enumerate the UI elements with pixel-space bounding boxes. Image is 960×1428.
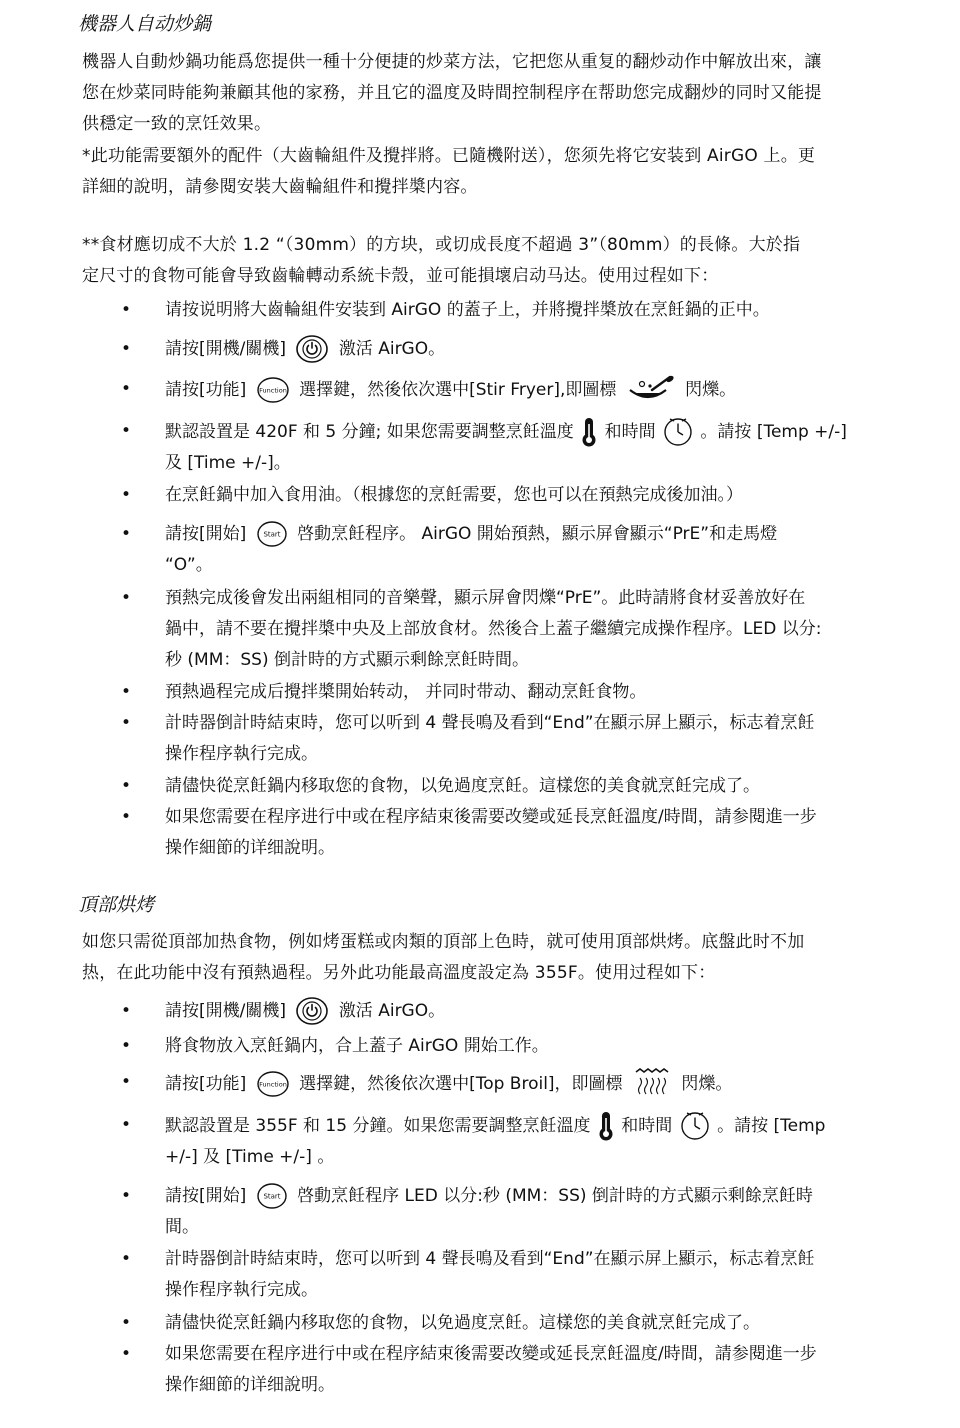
- function-icon-label: Function: [258, 1080, 287, 1089]
- bullet: •: [120, 421, 132, 441]
- step-text: [165, 416, 880, 479]
- step-text: [165, 334, 880, 365]
- bullet: •: [120, 807, 132, 827]
- bullet: •: [120, 1036, 132, 1056]
- step-text-part: 操作細節的详细說明。: [165, 1375, 335, 1395]
- power-button-icon: [295, 996, 329, 1026]
- step-text-part: 啓動烹飪程序。 AirGO 開始預熱，顯示屏會顯示“PrE”和走馬燈: [297, 524, 778, 544]
- step-text-part: 啓動烹飪程序 LED 以分:秒 (MM：SS) 倒計時的方式顯示剩餘烹飪時: [297, 1186, 813, 1206]
- step-text: [165, 1181, 880, 1243]
- step-text-part: 秒 (MM：SS) 倒計時的方式顯示剩餘烹飪時間。: [165, 650, 529, 670]
- step-text: [165, 374, 880, 406]
- function-button-icon: [256, 376, 290, 404]
- power-button-icon: [295, 334, 329, 364]
- start-button-icon: [256, 520, 288, 548]
- start-icon-label: Start: [263, 530, 281, 539]
- section-title-robot-stir-fry: 機器人自动炒鍋: [78, 13, 212, 35]
- step-text-part: 閃爍。: [685, 380, 737, 400]
- step-text-part: 激活 AirGO。: [338, 339, 446, 359]
- function-icon-label: Function: [258, 386, 287, 395]
- step-text: [165, 583, 880, 676]
- stir-fryer-icon: [626, 374, 676, 406]
- step-text-part: 選擇鍵，然後依次選中[Stir Fryer],即圖標: [299, 380, 617, 400]
- step-text: [165, 1244, 880, 1306]
- step-text: 請儘快從烹飪鍋内移取您的食物，以免過度烹飪。這樣您的美食就烹飪完成了。: [165, 1313, 760, 1333]
- section1-note2-line2: 定尺寸的食物可能會导致齒輪轉动系統卡殼，並可能損壞启动马达。使用过程如下：: [82, 266, 719, 286]
- step-text: 请按说明將大齒輪組件安装到 AirGO 的蓋子上，并將攪拌槳放在烹飪鍋的正中。: [165, 300, 770, 320]
- step-text-part: 如果您需要在程序进行中或在程序結束後需要改變或延長烹飪溫度/時間，請参閱進一步: [165, 1344, 817, 1364]
- step-text-part: 預熱完成後會发出兩組相同的音樂聲，顯示屏會閃爍“PrE”。此時請將食材妥善放好在: [165, 588, 806, 608]
- top-broil-icon: [632, 1067, 672, 1101]
- step-text-part: 計時器倒計時結束時，您可以听到 4 聲長鳴及看到“End”在顯示屏上顯示，标志着烹飪: [165, 713, 815, 733]
- step-text-part: 請按[開機/關機]: [165, 339, 286, 359]
- step-text-part: 計時器倒計時結束時，您可以听到 4 聲長鳴及看到“End”在顯示屏上顯示，标志着烹飪: [165, 1249, 815, 1269]
- step-text: 將食物放入烹飪鍋内，合上蓋子 AirGO 開始工作。: [165, 1036, 549, 1056]
- step-text-part: 請按[功能]: [165, 380, 247, 400]
- step-text-part: 。請按 [Temp: [717, 1116, 826, 1136]
- bullet: •: [120, 1072, 132, 1092]
- step-text: [165, 1110, 880, 1173]
- step-text-part: 請按[功能]: [165, 1074, 247, 1094]
- section1-intro-line3: 供穩定一致的烹饪效果。: [82, 114, 272, 134]
- step-text-part: 和時間: [604, 422, 656, 442]
- thermometer-icon: [597, 1110, 615, 1142]
- step-text-part: 選擇鍵，然後依次選中[Top Broil]，即圖標: [299, 1074, 623, 1094]
- step-text: [165, 1067, 880, 1101]
- bullet: •: [120, 339, 132, 359]
- step-text: [165, 802, 880, 864]
- step-text: 請儘快從烹飪鍋内移取您的食物，以免過度烹飪。這樣您的美食就烹飪完成了。: [165, 776, 760, 796]
- step-text: 預熱過程完成后攪拌槳開始转动， 并同时带动、翻动烹飪食物。: [165, 682, 647, 702]
- step-text-part: 及 [Time +/-]。: [165, 453, 291, 473]
- start-icon-label: Start: [263, 1192, 281, 1201]
- clock-icon: [679, 1111, 711, 1141]
- step-text-part: 鍋中，請不要在攪拌槳中央及上部放食材。然後合上蓋子繼續完成操作程序。LED 以分:: [165, 619, 822, 639]
- step-text-part: 激活 AirGO。: [338, 1001, 446, 1021]
- step-text-part: 請按[開機/關機]: [165, 1001, 286, 1021]
- bullet: •: [120, 776, 132, 796]
- bullet: •: [120, 682, 132, 702]
- step-text-part: 操作細節的详细說明。: [165, 838, 335, 858]
- section-title-top-broil: 頂部烘烤: [78, 894, 155, 916]
- step-text: [165, 708, 880, 770]
- section1-intro-line1: 機器人自動炒鍋功能爲您提供一種十分便捷的炒菜方法，它把您从重复的翻炒动作中解放出來，讓: [82, 52, 822, 72]
- bullet: •: [120, 1186, 132, 1206]
- bullet: •: [120, 300, 132, 320]
- thermometer-icon: [580, 416, 598, 448]
- section1-note1-line2: 詳細的說明，請參閱安裝大齒輪組件和攪拌槳内容。: [82, 177, 478, 197]
- step-text-part: 和時間: [621, 1116, 673, 1136]
- bullet: •: [120, 1249, 132, 1269]
- step-text-part: 請按[開始]: [165, 1186, 247, 1206]
- section1-intro-line2: 您在炒菜同時能夠兼顧其他的家務，并且它的溫度及時間控制程序在帮助您完成翻炒的同时又能提: [82, 83, 822, 103]
- step-text-part: 間。: [165, 1217, 199, 1237]
- step-text-part: 操作程序執行完成。: [165, 744, 318, 764]
- bullet: •: [120, 1115, 132, 1135]
- step-text: [165, 1339, 880, 1401]
- step-text-part: 閃爍。: [681, 1074, 733, 1094]
- step-text: [165, 996, 880, 1027]
- section2-intro-line2: 热，在此功能中沒有預熱過程。另外此功能最高溫度設定為 355F。使用过程如下：: [82, 963, 716, 983]
- section1-note2-line1: **食材應切成不大於 1.2 “（30mm）的方块，或切成長度不超過 3”（80mm）的長條。大於指: [82, 235, 801, 255]
- step-text-part: 操作程序執行完成。: [165, 1280, 318, 1300]
- step-text: [165, 519, 880, 581]
- step-text-part: 如果您需要在程序进行中或在程序結束後需要改變或延長烹飪溫度/時間，請参閱進一步: [165, 807, 817, 827]
- section1-note1-line1: *此功能需要額外的配件（大齒輪組件及攪拌將。已隨機附送），您须先将它安装到 AirGO 上。更: [82, 146, 816, 166]
- step-text-part: 。請按 [Temp +/-]: [700, 422, 847, 442]
- step-text-part: “O”。: [165, 555, 213, 575]
- clock-icon: [662, 417, 694, 447]
- function-button-icon: [256, 1070, 290, 1098]
- section2-intro-line1: 如您只需從頂部加热食物，例如烤蛋糕或肉類的頂部上色時，就可使用頂部烘烤。底盤此时不加: [82, 932, 805, 952]
- bullet: •: [120, 588, 132, 608]
- step-text-part: +/-] 及 [Time +/-] 。: [165, 1147, 335, 1167]
- step-text-part: 默認設置是 420F 和 5 分鐘; 如果您需要調整烹飪溫度: [165, 422, 574, 442]
- bullet: •: [120, 1313, 132, 1333]
- start-button-icon: [256, 1182, 288, 1210]
- step-text-part: 請按[開始]: [165, 524, 247, 544]
- bullet: •: [120, 485, 132, 505]
- bullet: •: [120, 524, 132, 544]
- bullet: •: [120, 1001, 132, 1021]
- bullet: •: [120, 379, 132, 399]
- bullet: •: [120, 713, 132, 733]
- bullet: •: [120, 1344, 132, 1364]
- step-text-part: 默認設置是 355F 和 15 分鐘。如果您需要調整烹飪溫度: [165, 1116, 591, 1136]
- step-text: 在烹飪鍋中加入食用油。（根據您的烹飪需要，您也可以在預熱完成後加油。）: [165, 485, 743, 505]
